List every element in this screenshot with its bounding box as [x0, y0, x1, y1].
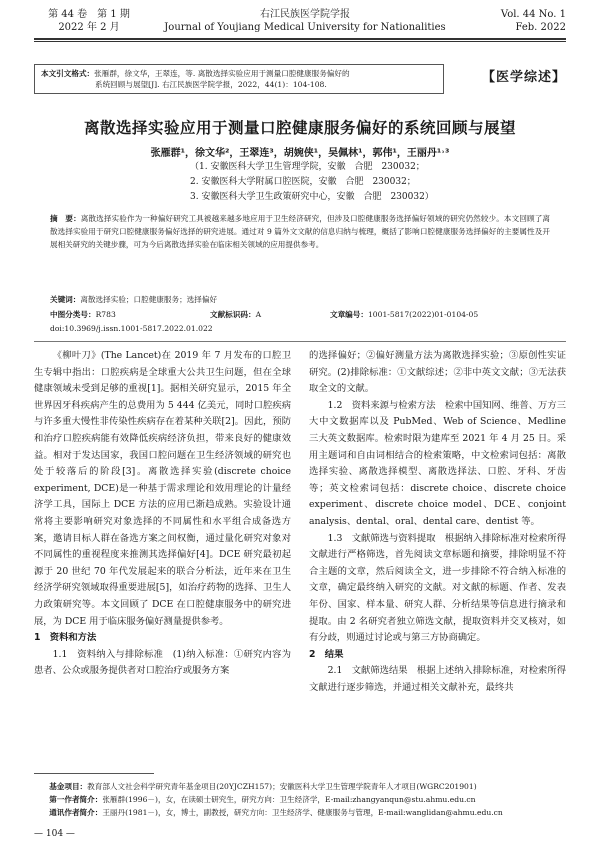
page-number: — 104 —: [34, 829, 75, 839]
keywords-label: 关键词：: [50, 295, 81, 304]
affiliations: [190, 160, 434, 205]
footnote-fund-text: 教育部人文社会科学研究青年基金项目(20YJCZH157)；安徽医科大学卫生管理学院青年人才项目(WGRC201901): [87, 782, 477, 791]
article-title: 离散选择实验应用于测量口腔健康服务偏好的系统回顾与展望: [83, 119, 516, 137]
article-no-value: 1001-5817(2022)01-0104-05: [367, 310, 479, 319]
footnote-first-author: [34, 793, 566, 806]
doc-cell: [210, 309, 330, 321]
keywords-text: 离散选择实验；口腔健康服务；选择偏好: [80, 295, 218, 304]
clc-label: 中图分类号：: [50, 310, 96, 319]
footnote-corr-label: 通讯作者简介：: [49, 808, 103, 817]
affiliation-3: 3. 安徽医科大学卫生政策研究中心，安徽 合肥 230032）: [190, 192, 434, 202]
footnote-corr-text: 王丽丹(1981－)，女，博士，副教授，研究方向：卫生经济学、健康服务与管理，E-mail:wanglidan@ahmu.edu.cn: [102, 808, 503, 817]
header-volume-en-block: [476, 8, 566, 34]
results-paragraph: 2.1 文献筛选结果 根据上述纳入排除标准，对检索所得文献进行逐步筛选，并通过相关文献补充，最终共: [309, 665, 566, 693]
abstract-label: 摘 要：: [50, 214, 81, 223]
abstract-text: 离散选择实验作为一种偏好研究工具被越来越多地应用于卫生经济研究，但涉及口腔健康服务选择偏好领域的研究仍然较少。本文回顾了离散选择实验用于研究口腔健康服务偏好选择的研究进展。通过对 9 篇外文文献的信息归纳与梳理，概括了影响口腔健康服务选择偏好的主要属性及开展相关研究的关键步骤，可为今后离散选择实验在临床相关领域的应用提供参考。: [50, 214, 550, 250]
front-matter-rule: [34, 341, 566, 342]
doi: doi:10.3969/j.issn.1001-5817.2022.01.022: [50, 324, 213, 333]
keywords: [50, 294, 550, 306]
inclusion-criteria-paragraph: 1.1 资料纳入与排除标准 (1)纳入标准：①研究内容为患者、公众或服务提供者对口腔治疗或服务方案: [34, 648, 291, 677]
clc-cell: [50, 309, 210, 321]
section-tag: 【医学综述】: [481, 70, 566, 85]
citation-line-2: 系统回顾与展望[J]. 右江民族医学院学报，2022，44(1)：104-108.: [95, 80, 327, 89]
body-column-right: [309, 348, 566, 696]
footnotes: [34, 780, 566, 819]
header-date-cn: 2022 年 2 月: [58, 22, 120, 33]
header-volume-cn: 第 44 卷 第 1 期: [48, 9, 130, 20]
clc-value: R783: [95, 310, 116, 319]
affiliation-2: 2. 安徽医科大学附属口腔医院，安徽 合肥 230032；: [190, 177, 416, 187]
article-no-label: 文章编号：: [330, 310, 368, 319]
author-list: 张雁群¹，徐文华²，王翠连³，胡婉侠¹，吴佩林¹，郭伟¹，王丽丹¹˒³: [150, 148, 450, 159]
footnote-fund: [34, 780, 566, 793]
classification-line: [50, 309, 550, 321]
doc-code-value: A: [255, 310, 262, 319]
citation-box: [34, 64, 444, 94]
header-rule-thick: [34, 38, 566, 40]
article-cell: [330, 309, 478, 321]
citation-label: 本文引文格式：: [41, 69, 95, 78]
header-journal-block: [144, 8, 466, 34]
intro-paragraph: 《柳叶刀》(The Lancet)在 2019 年 7 月发布的口腔卫生专辑中指出：口腔疾病是全球重大公共卫生问题，但在全球健康领域未受到足够的重视[1]。据相关研究显示，2015 年全世界因牙科疾病产生的总费用为 5 444 亿美元，同时口腔疾病与许多重大慢性非传染性疾病存在着某种关联[2]。因此，预防和治疗口腔疾病能有效降低疾病经济负担，带来良好的健康效益。相对于发达国家，我国口腔问题在卫生经济领域的研究也处于较落后的阶段[3]。离散选择实验(discrete choice experiment, DCE)是一种基于需求理论和效用理论的计量经济学工具，国际上 DCE 方法的应用已渐趋成熟。实验设计通常将主要影响研究对象选择的不同属性和水平组合成备选方案，邀请目标人群在备选方案之间权衡，通过量化研究对象对不同属性的重视程度来推测其选择偏好[4]。DCE 研究最初起源于 20 世纪 70 年代发展起来的联合分析法，近年来在卫生经济学研究领域取得重要进展[5]，如治疗药物的选择、卫生人力政策研究等。本文回顾了 DCE 在口腔健康服务中的研究进展，为 DCE 用于临床服务偏好测量提供参考。: [34, 350, 291, 627]
affiliation-1: （1. 安徽医科大学卫生管理学院，安徽 合肥 230032；: [190, 162, 425, 172]
doc-code-label: 文献标识码：: [210, 310, 256, 319]
criteria-continued-paragraph: 的选择偏好；②偏好测量方法为离散选择实验；③原创性实证研究。(2)排除标准：①文献综述；②非中英文文献；③无法获取全文的文献。: [309, 350, 566, 395]
section-heading-methods: 1 资料和方法: [34, 632, 97, 644]
search-methods-paragraph: 1.2 资料来源与检索方法 检索中国知网、维普、万方三大中文数据库以及 PubMed、Web of Science、Medline 三大英文数据库。检索时限为建库至 2021 年 4 月 25 日。采用主题词和自由词相结合的检索策略，中文检索词包括：离散选择实验、离散选择模型、离散选择法、口腔、牙科、牙齿等；英文检索词包括：discrete choice、discrete choice experiment、discrete choice model、DCE、conjoint analysis、dental、oral、dental care、dentist 等。: [309, 399, 566, 527]
footnote-fund-label: 基金项目：: [49, 782, 88, 791]
footnote-rule: [34, 773, 154, 774]
section-heading-results: 2 结果: [309, 648, 344, 660]
header-date-en: Feb. 2022: [515, 22, 566, 33]
header-volume-block: [34, 8, 144, 34]
screening-paragraph: 1.3 文献筛选与资料提取 根据纳入排除标准对检索所得文献进行严格筛选，首先阅读文章标题和摘要，排除明显不符合主题的文章，然后阅读全文，进一步排除不符合纳入标准的文章，确定最终纳入研究的文献。对文献的标题、作者、发表年份、国家、样本量、研究人群、分析结果等信息进行摘录和提取。由 2 名研究者独立筛选文献，提取资料并交叉核对，如有分歧，则通过讨论或与第三方协商确定。: [309, 532, 566, 644]
header-journal-en: Journal of Youjiang Medical University for Nationalities: [164, 22, 446, 33]
header-volume-en: Vol. 44 No. 1: [500, 9, 566, 20]
abstract: [50, 212, 550, 252]
footnote-first-label: 第一作者简介：: [49, 795, 103, 804]
citation-line-1: 张雁群，徐文华，王翠连，等. 离散选择实验应用于测量口腔健康服务偏好的: [94, 69, 350, 78]
footnote-corresponding-author: [34, 806, 566, 819]
footnote-first-text: 张雁群(1996－)，女，在读硕士研究生，研究方向：卫生经济学，E-mail:zhangyanqun@stu.ahmu.edu.cn: [102, 795, 476, 804]
body-column-left: [34, 348, 291, 680]
header-rule-thin: [34, 41, 566, 42]
header-journal-cn: 右江民族医学院学报: [260, 9, 350, 20]
